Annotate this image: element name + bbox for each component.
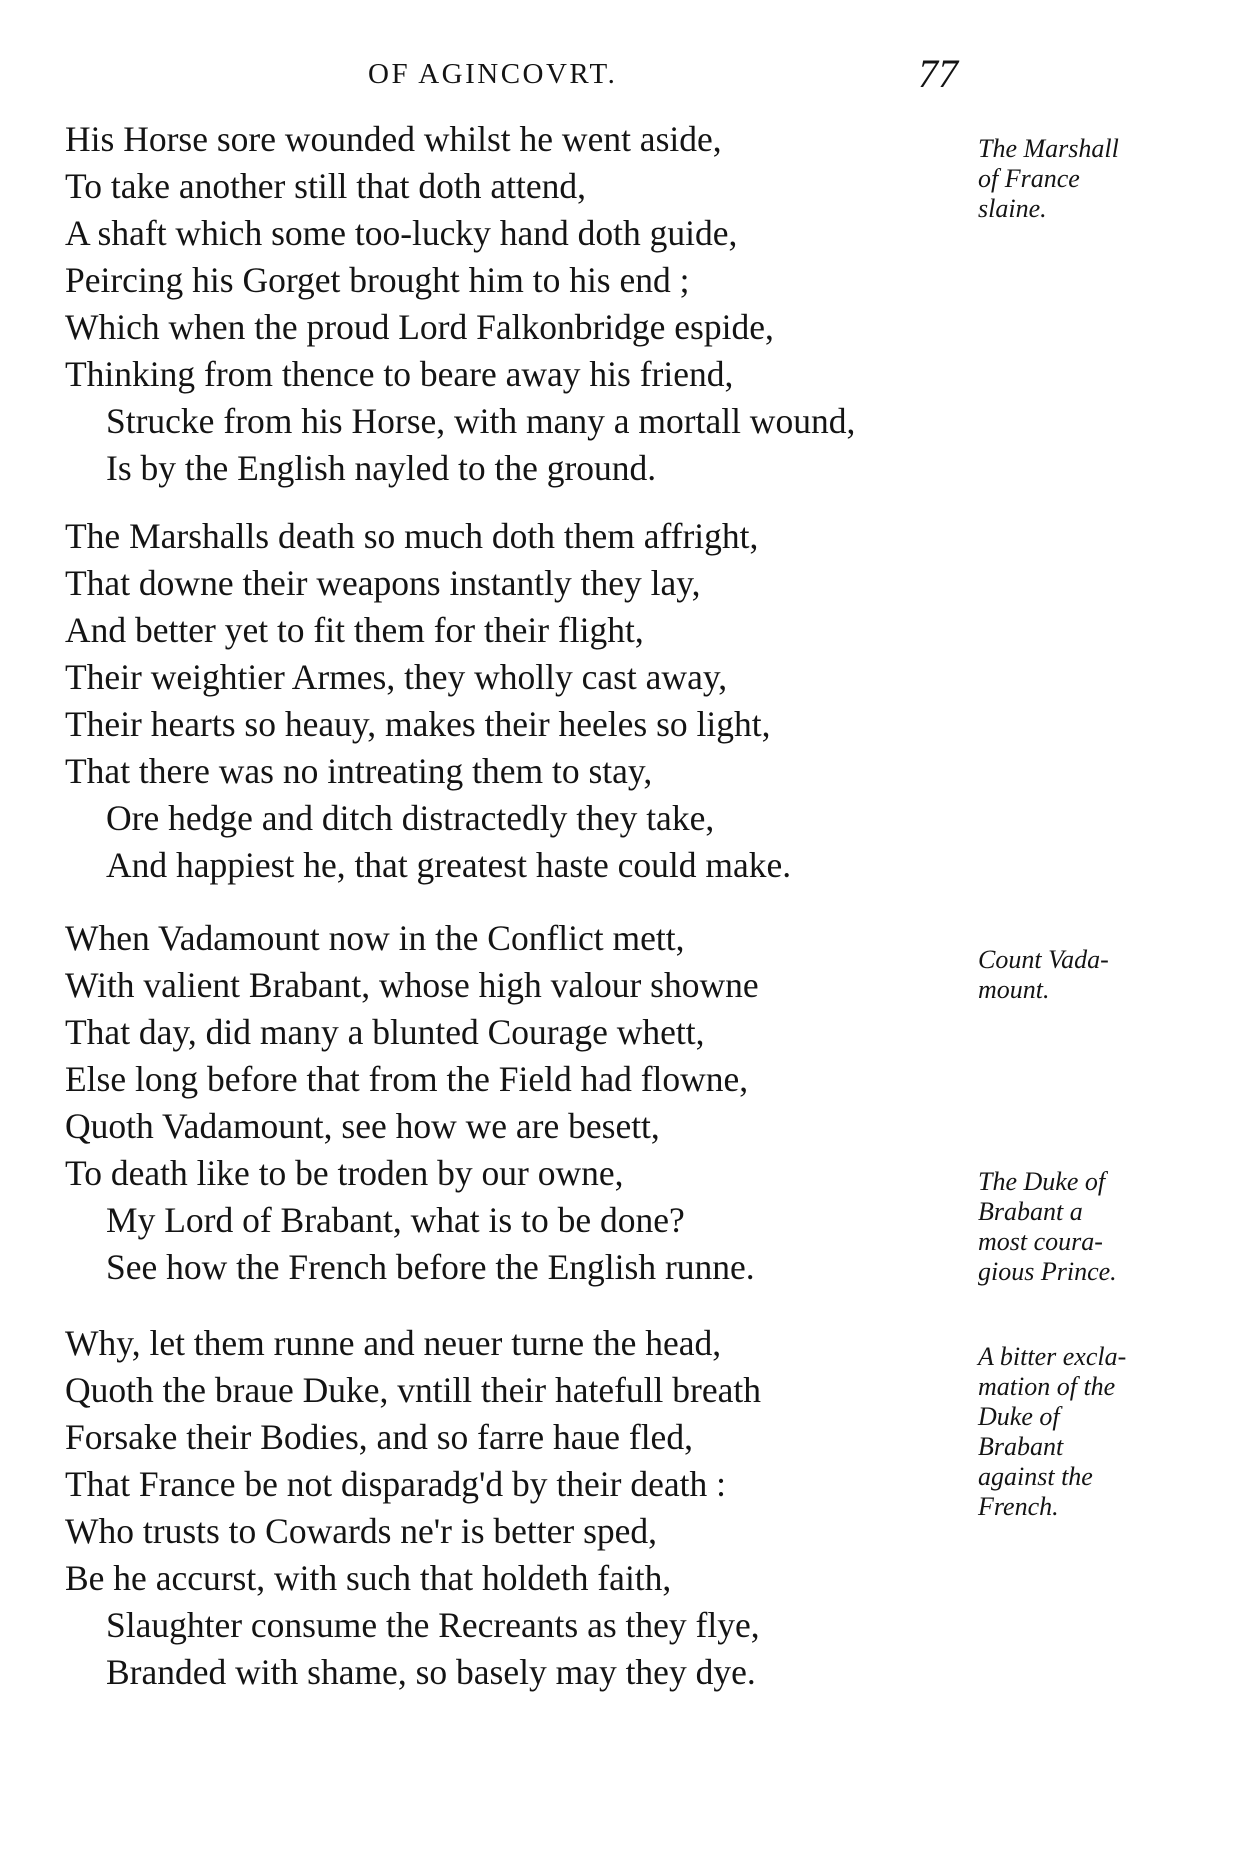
side-note-line: of France <box>978 164 1080 193</box>
stanza-3 <box>65 915 1025 1291</box>
verse-line: When Vadamount now in the Conflict mett, <box>65 918 685 958</box>
stanza-4 <box>65 1320 1025 1696</box>
verse-line: Who trusts to Cowards ne'r is better sped, <box>65 1511 658 1551</box>
verse-line-indented: Strucke from his Horse, with many a mortall wound, <box>106 401 856 441</box>
verse-line: Peircing his Gorget brought him to his end ; <box>65 260 690 300</box>
verse-line: A shaft which some too-lucky hand doth guide, <box>65 213 738 253</box>
side-note-line: mount. <box>978 975 1050 1004</box>
verse-line: His Horse sore wounded whilst he went aside, <box>65 119 722 159</box>
verse-line: Thinking from thence to beare away his friend, <box>65 354 734 394</box>
verse-line: To take another still that doth attend, <box>65 166 587 206</box>
running-head <box>0 50 1243 100</box>
verse-line: To death like to be troden by our owne, <box>65 1153 624 1193</box>
verse-line: That France be not disparadg'd by their death : <box>65 1464 726 1504</box>
side-note-line: against the <box>978 1462 1093 1491</box>
side-note-line: Duke of <box>978 1402 1060 1431</box>
side-note-vadamount <box>978 945 1238 1005</box>
side-note-line: most coura- <box>978 1227 1103 1256</box>
verse-line-indented: My Lord of Brabant, what is to be done? <box>106 1200 685 1240</box>
stanza-1 <box>65 116 1025 492</box>
side-note-line: The Duke of <box>978 1167 1106 1196</box>
running-head-title: OF AGINCOVRT. <box>368 58 618 90</box>
verse-line: Why, let them runne and neuer turne the head, <box>65 1323 722 1363</box>
verse-line: That there was no intreating them to stay, <box>65 751 653 791</box>
side-note-line: gious Prince. <box>978 1257 1117 1286</box>
verse-line: Which when the proud Lord Falkonbridge espide, <box>65 307 774 347</box>
side-note-line: mation of the <box>978 1372 1116 1401</box>
verse-line: That downe their weapons instantly they lay, <box>65 563 701 603</box>
verse-line: Quoth the braue Duke, vntill their hatefull breath <box>65 1370 761 1410</box>
side-note-marshall <box>978 134 1238 224</box>
verse-line: And better yet to fit them for their flight, <box>65 610 644 650</box>
verse-line-indented: See how the French before the English runne. <box>106 1247 755 1287</box>
verse-line-indented: Branded with shame, so basely may they dye. <box>106 1652 756 1692</box>
side-note-exclamation <box>978 1342 1238 1522</box>
verse-line: The Marshalls death so much doth them affright, <box>65 516 759 556</box>
page-number: 77 <box>918 51 958 96</box>
verse-line-indented: Is by the English nayled to the ground. <box>106 448 657 488</box>
verse-line: Quoth Vadamount, see how we are besett, <box>65 1106 660 1146</box>
verse-line: Be he accurst, with such that holdeth faith, <box>65 1558 672 1598</box>
verse-line-indented: Ore hedge and ditch distractedly they take, <box>106 798 715 838</box>
verse-line: Their weightier Armes, they wholly cast away, <box>65 657 728 697</box>
side-note-line: Count Vada- <box>978 945 1109 974</box>
stanza-2 <box>65 513 1025 889</box>
side-note-line: Brabant <box>978 1432 1064 1461</box>
verse-line-indented: Slaughter consume the Recreants as they flye, <box>106 1605 760 1645</box>
verse-line: Else long before that from the Field had flowne, <box>65 1059 749 1099</box>
side-note-line: A bitter excla- <box>978 1342 1127 1371</box>
side-note-line: French. <box>978 1492 1059 1521</box>
side-note-duke <box>978 1167 1238 1287</box>
side-note-line: The Marshall <box>978 134 1119 163</box>
verse-line: Their hearts so heauy, makes their heeles so light, <box>65 704 771 744</box>
side-note-line: Brabant a <box>978 1197 1083 1226</box>
verse-line-indented: And happiest he, that greatest haste could make. <box>106 845 792 885</box>
verse-line: With valient Brabant, whose high valour showne <box>65 965 759 1005</box>
verse-line: That day, did many a blunted Courage whett, <box>65 1012 705 1052</box>
side-note-line: slaine. <box>978 194 1047 223</box>
verse-line: Forsake their Bodies, and so farre haue fled, <box>65 1417 693 1457</box>
